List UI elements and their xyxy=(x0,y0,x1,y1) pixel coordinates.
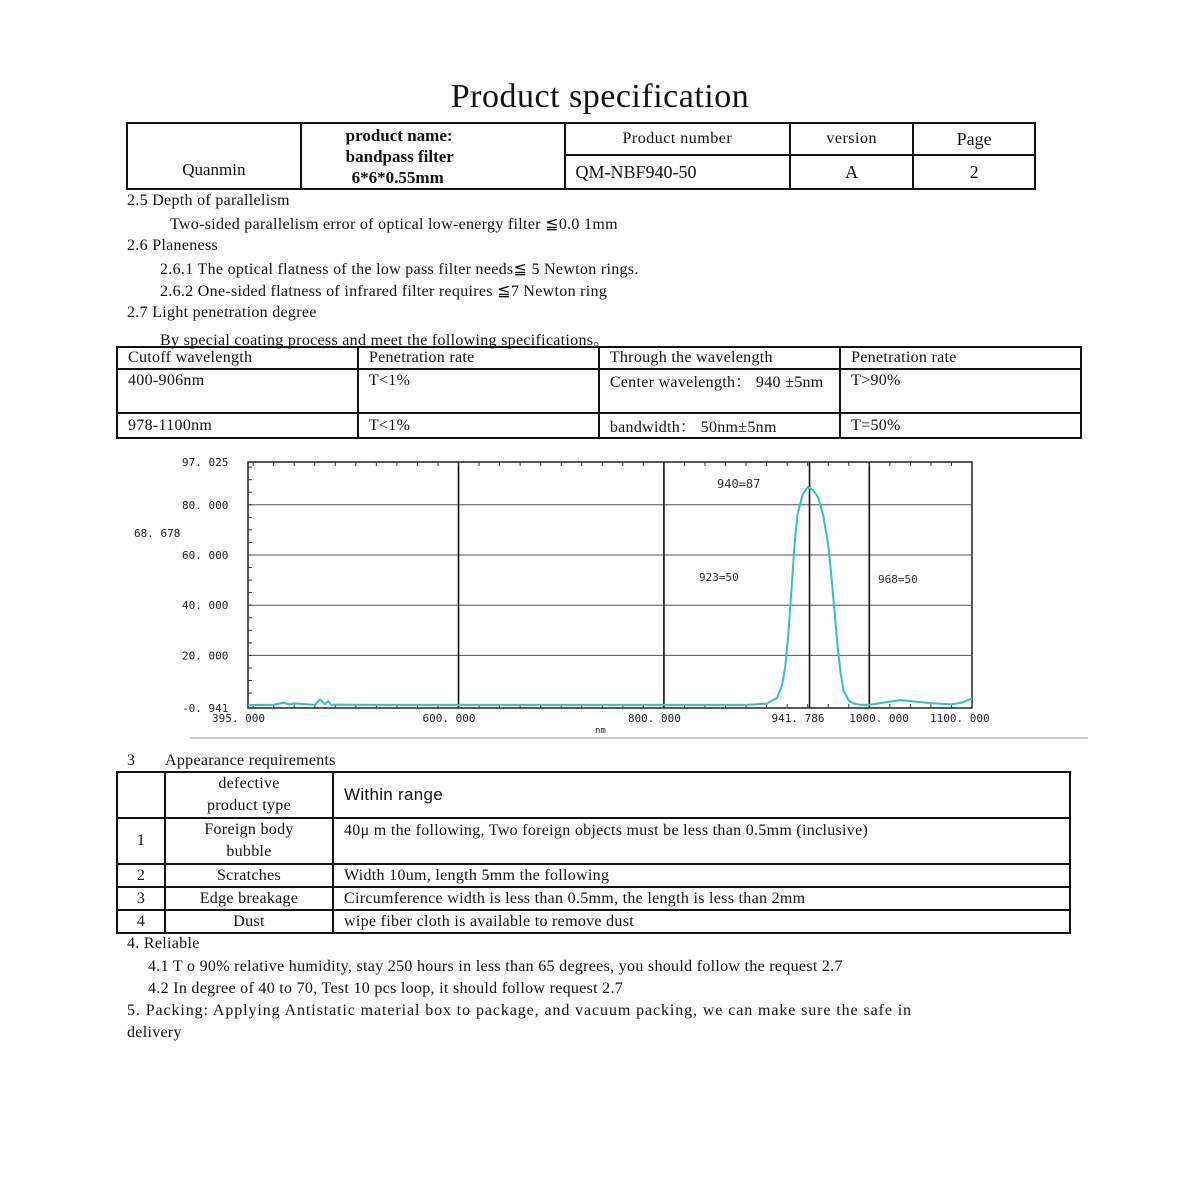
y-tick-label: 60. 000 xyxy=(182,548,229,562)
table-cell: Center wavelength： 940 ±5nm xyxy=(599,369,840,413)
reliable-4-1: 4.1 T o 90% relative humidity, stay 250 hours in less than 65 degrees, you should follow the request 2.7 xyxy=(148,958,843,975)
table-row xyxy=(117,864,1070,887)
appearance-title: Appearance requirements xyxy=(165,752,336,769)
product-name-cell xyxy=(301,123,565,189)
product-name-size: 6*6*0.55mm xyxy=(351,167,444,187)
x-tick-label: 800. 000 xyxy=(627,712,681,725)
table-header-cell xyxy=(117,772,165,818)
annotation-left-half: 923=50 xyxy=(699,571,739,584)
page-title: Product specification xyxy=(450,78,750,115)
version-value: A xyxy=(790,155,913,189)
defect-type: Edge breakage xyxy=(165,887,333,910)
page-label: Page xyxy=(913,123,1035,155)
row-number: 2 xyxy=(117,864,165,887)
table-cell: T<1% xyxy=(358,369,599,413)
y-tick-label: 40. 000 xyxy=(182,599,229,613)
table-cell: 400-906nm xyxy=(117,369,358,413)
row-number: 1 xyxy=(117,818,165,864)
section-2-6-2: 2.6.2 One-sided flatness of infrared filter requires ≦7 Newton ring xyxy=(160,283,608,300)
header-defective: defective xyxy=(218,775,280,792)
defect-type-line: Foreign body xyxy=(204,821,294,838)
company-name: Quanmin xyxy=(182,160,246,179)
defect-type: Scratches xyxy=(165,864,333,887)
x-tick-label: 600. 000 xyxy=(422,712,476,725)
defect-range: Width 10um, length 5mm the following xyxy=(333,864,1070,887)
section-2-5-title: 2.5 Depth of parallelism xyxy=(127,192,290,209)
table-header-cell: Penetration rate xyxy=(358,347,599,369)
x-axis-label: nm xyxy=(595,726,606,736)
page-value: 2 xyxy=(913,155,1035,189)
product-number-label: Product number xyxy=(565,123,791,155)
section-2-6-title: 2.6 Planeness xyxy=(127,237,219,254)
section-2-5-text: Two-sided parallelism error of optical low-energy filter ≦0.0 1mm xyxy=(170,216,618,233)
row-number: 4 xyxy=(117,910,165,933)
defect-range: Circumference width is less than 0.5mm, the length is less than 2mm xyxy=(333,887,1070,910)
header-table xyxy=(126,122,1036,190)
x-tick-label: 1100. 000 xyxy=(930,712,990,725)
company-cell xyxy=(127,123,301,189)
table-cell: T<1% xyxy=(358,413,599,438)
x-tick-label: 941. 786 xyxy=(771,712,825,725)
defect-range: 40μ m the following, Two foreign objects must be less than 0.5mm (inclusive) xyxy=(333,818,1070,864)
defect-type: Dust xyxy=(165,910,333,933)
y-tick-label: 80. 000 xyxy=(182,498,229,512)
defect-type-line: bubble xyxy=(226,843,272,860)
product-number-value: QM-NBF940-50 xyxy=(565,155,791,189)
y-tick-label: 20. 000 xyxy=(182,649,229,663)
header-within-range: Within range xyxy=(333,772,1070,818)
defect-range: wipe fiber cloth is available to remove dust xyxy=(333,910,1070,933)
table-cell: bandwidth： 50nm±5nm xyxy=(599,413,840,438)
table-row xyxy=(117,818,1070,864)
annotation-peak: 940=87 xyxy=(717,477,761,491)
table-row xyxy=(117,369,1081,413)
transmission-chart xyxy=(110,450,1100,750)
packing-line-1: 5. Packing: Applying Antistatic material box to package, and vacuum packing, we can make sure the safe in xyxy=(127,1002,912,1019)
version-label: version xyxy=(790,123,913,155)
y-tick-label: -0. 941 xyxy=(182,702,229,715)
product-name-value: bandpass filter xyxy=(345,146,454,166)
appearance-header-row xyxy=(117,772,1070,818)
table-cell: T>90% xyxy=(840,369,1081,413)
table-cell: 978-1100nm xyxy=(117,413,358,438)
appearance-number: 3 xyxy=(127,752,136,769)
series-line xyxy=(248,487,972,705)
defect-type xyxy=(165,818,333,864)
header-product-type: product type xyxy=(206,797,292,814)
table-header-cell: Through the wavelength xyxy=(599,347,840,369)
packing-line-2: delivery xyxy=(127,1024,182,1041)
section-2-7-text: By special coating process and meet the following specifications。 xyxy=(160,332,610,349)
table-row xyxy=(117,887,1070,910)
row-number: 3 xyxy=(117,887,165,910)
x-tick-label: 1000. 000 xyxy=(849,712,909,725)
table-row xyxy=(117,910,1070,933)
penetration-table xyxy=(116,346,1082,439)
reliable-title: 4. Reliable xyxy=(127,935,200,952)
table-row xyxy=(117,413,1081,438)
chart-ticks xyxy=(248,462,972,708)
section-2-7-title: 2.7 Light penetration degree xyxy=(127,304,317,321)
plot-frame xyxy=(248,462,972,708)
reliable-4-2: 4.2 In degree of 40 to 70, Test 10 pcs loop, it should follow request 2.7 xyxy=(148,980,624,997)
y-tick-label: 97. 025 xyxy=(182,456,229,469)
table-header-cell xyxy=(165,772,333,818)
table-header-cell: Cutoff wavelength xyxy=(117,347,358,369)
penetration-header-row xyxy=(117,347,1081,369)
annotation-right-half: 968=50 xyxy=(878,573,918,586)
x-tick-label: 395. 000 xyxy=(212,712,265,725)
chart-labels xyxy=(134,456,990,736)
chart-grid xyxy=(190,462,1088,738)
table-cell: T=50% xyxy=(840,413,1081,438)
y-tick-label: 68. 678 xyxy=(134,527,181,541)
product-name-label: product name: xyxy=(345,125,453,145)
appearance-table xyxy=(116,771,1071,934)
section-2-6-1: 2.6.1 The optical flatness of the low pass filter needs≦ 5 Newton rings. xyxy=(160,261,639,278)
table-header-cell: Penetration rate xyxy=(840,347,1081,369)
